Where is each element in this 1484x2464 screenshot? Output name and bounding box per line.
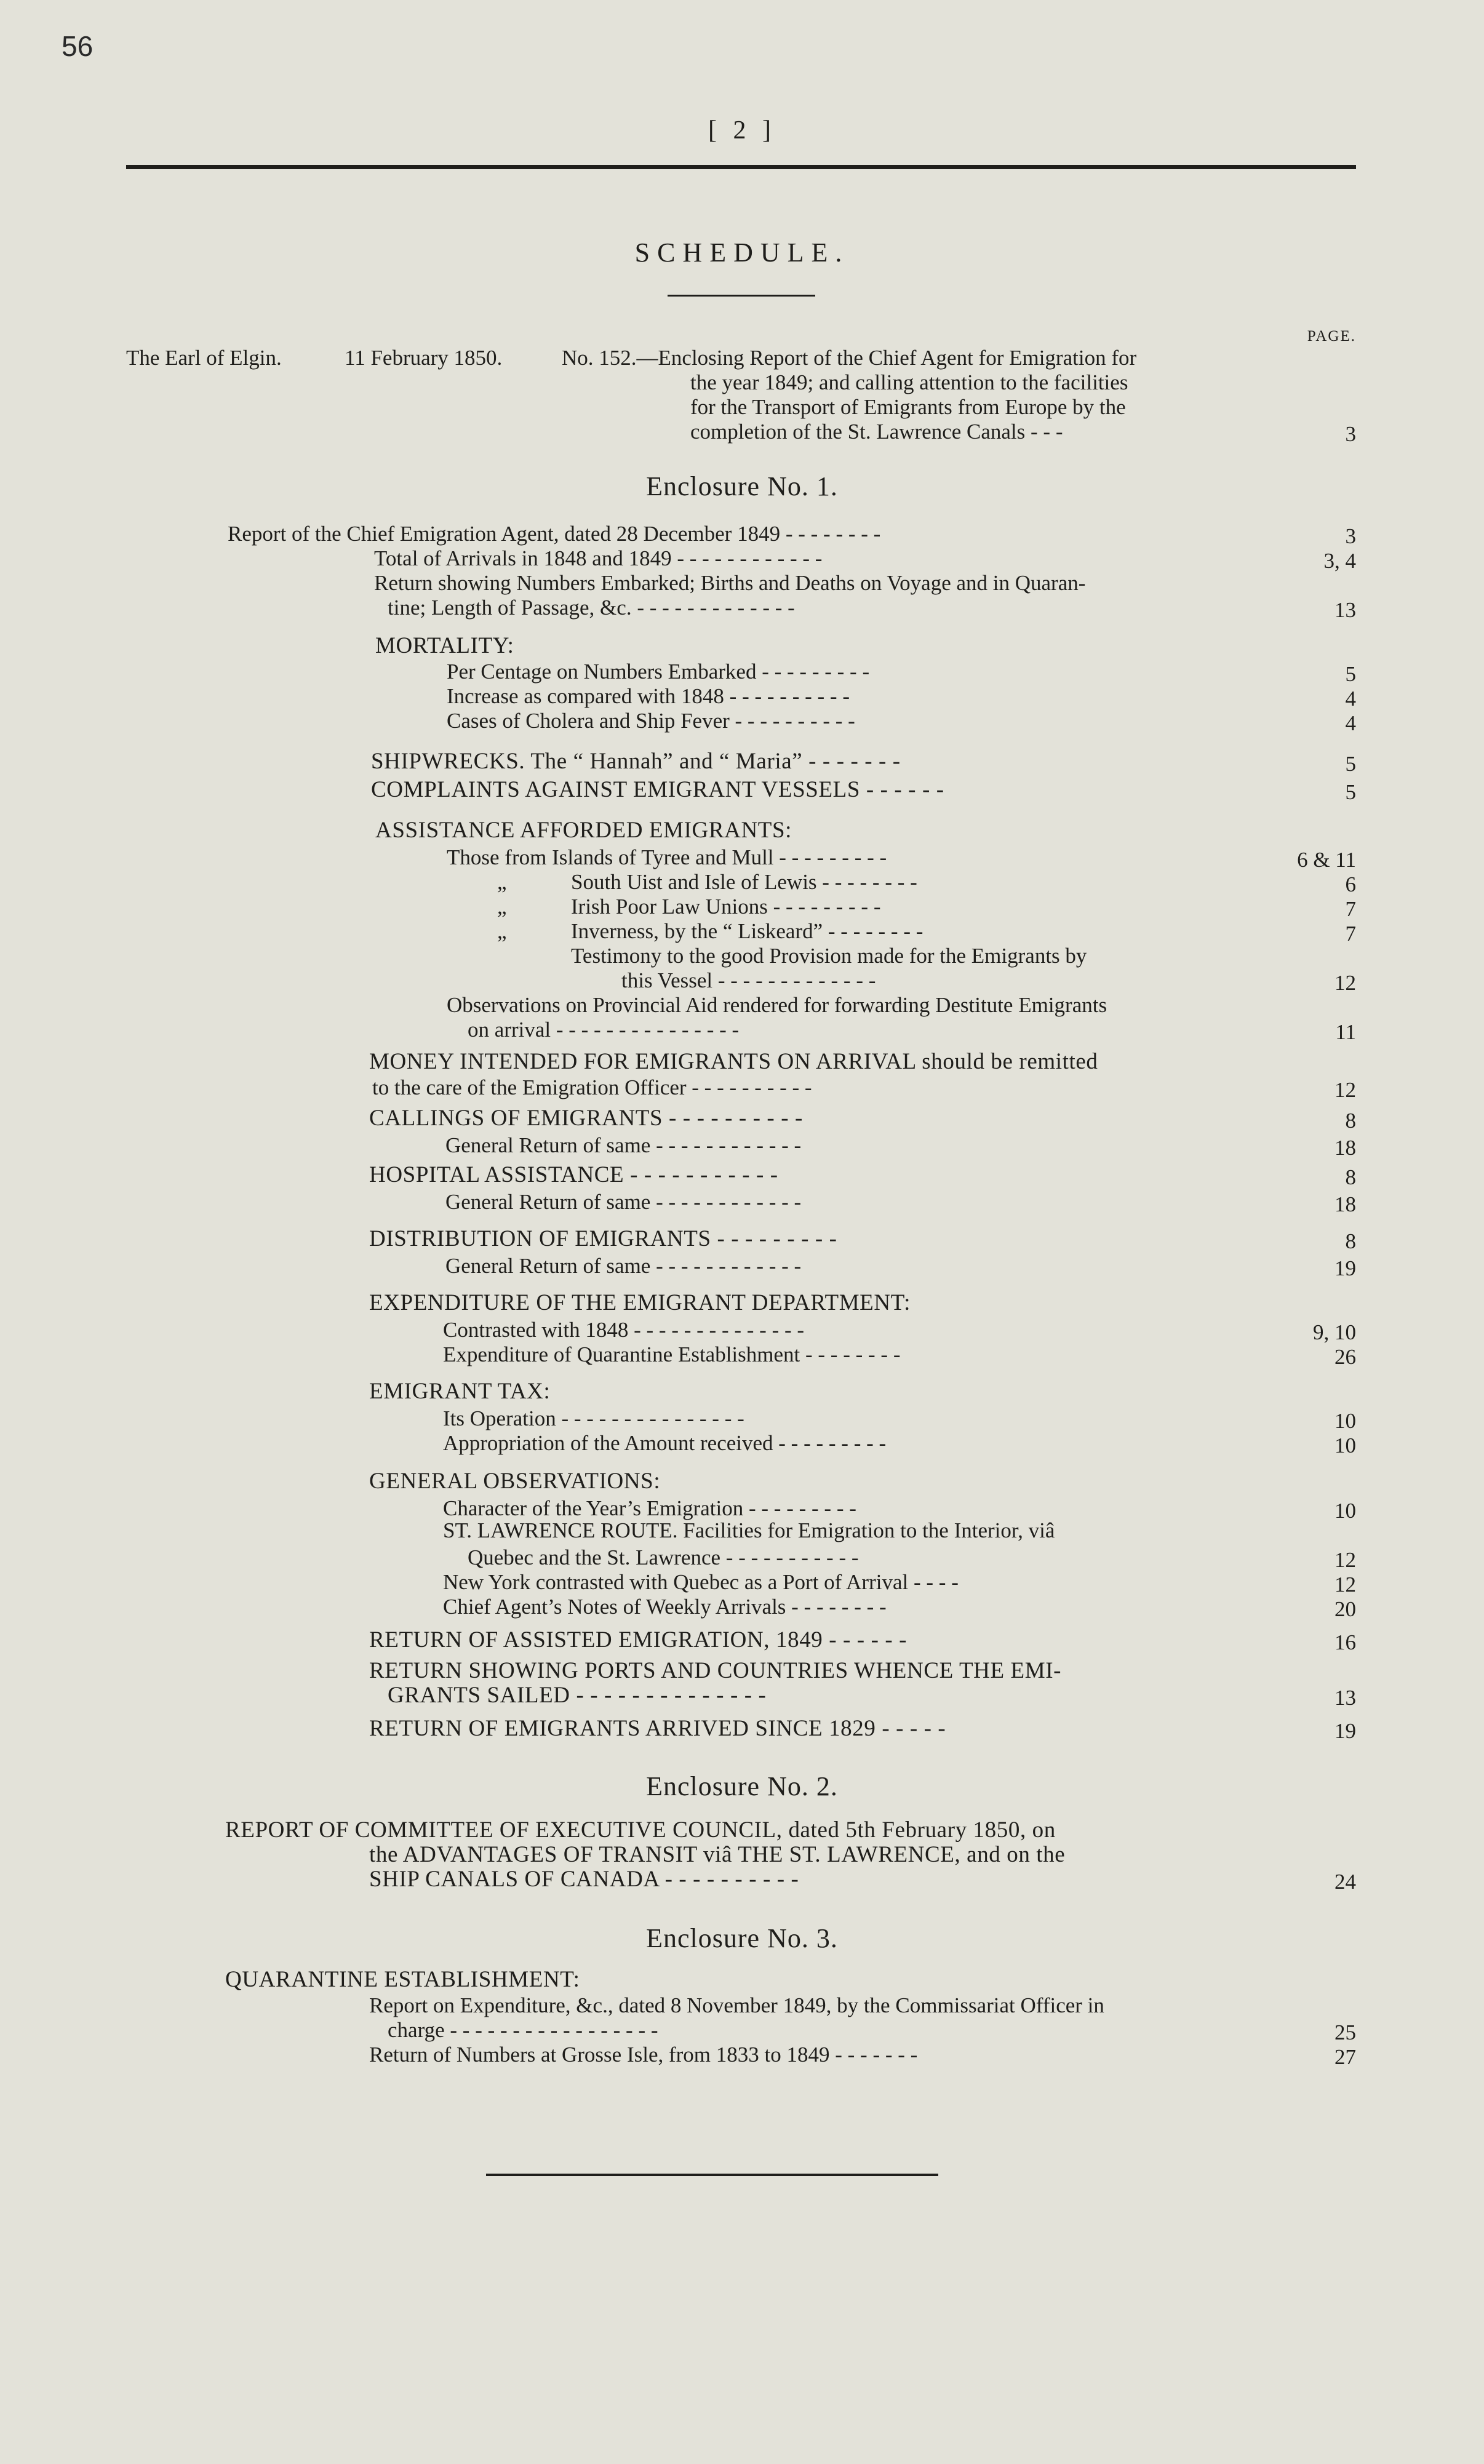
page-ref: 6 & 11 [1297,848,1356,872]
footer-rule [486,2174,938,2176]
schedule-entry: Inverness, by the “ Liskeard” - - - - - - - - [571,919,924,943]
page-ref: 9, 10 [1313,1320,1356,1344]
despatch-from: The Earl of Elgin. [126,346,282,370]
section-heading: REPORT OF COMMITTEE OF EXECUTIVE COUNCIL, dated 5th February 1850, on [225,1817,1056,1843]
section-heading: ASSISTANCE AFFORDED EMIGRANTS: [375,818,792,843]
schedule-entry: Contrasted with 1848 - - - - - - - - - - - - - - [443,1318,805,1342]
schedule-entry: tine; Length of Passage, &c. - - - - - - - - - - - - - [388,596,795,620]
schedule-entry: Report of the Chief Emigration Agent, dated 28 December 1849 - - - - - - - - [228,522,881,546]
schedule-entry: Quebec and the St. Lawrence - - - - - - - - - - - [468,1545,859,1569]
despatch-line: for the Transport of Emigrants from Europe by the [690,395,1126,419]
section-heading: QUARANTINE ESTABLISHMENT: [225,1967,580,1992]
page-ref: 19 [1334,1256,1356,1280]
schedule-entry: Testimony to the good Provision made for the Emigrants by [571,944,1087,968]
page-ref: 4 [1345,687,1356,711]
section-heading: RETURN SHOWING PORTS AND COUNTRIES WHENCE THE EMI- [369,1658,1062,1683]
section-heading: SHIPWRECKS. The “ Hannah” and “ Maria” - - - - - - - [371,749,901,774]
schedule-entry: to the care of the Emigration Officer - - - - - - - - - - [372,1075,812,1099]
schedule-entry: Total of Arrivals in 1848 and 1849 - - - - - - - - - - - - [374,546,823,570]
section-heading: EMIGRANT TAX: [369,1379,551,1404]
section-heading: HOSPITAL ASSISTANCE - - - - - - - - - - - [369,1162,778,1187]
section-heading: EXPENDITURE OF THE EMIGRANT DEPARTMENT: [369,1290,911,1315]
page-ref: 27 [1334,2045,1356,2069]
schedule-entry: Return of Numbers at Grosse Isle, from 1833 to 1849 - - - - - - - [369,2043,918,2067]
schedule-entry: General Return of same - - - - - - - - - - - - [445,1254,802,1278]
page-ref: 5 [1345,662,1356,686]
page-ref: 10 [1334,1433,1356,1457]
schedule-entry: ST. LAWRENCE ROUTE. Facilities for Emigration to the Interior, viâ [443,1518,1055,1542]
section-heading: GENERAL OBSERVATIONS: [369,1469,661,1494]
schedule-entry: South Uist and Isle of Lewis - - - - - - - - [571,870,917,894]
page-ref: 20 [1334,1597,1356,1621]
despatch-line: No. 152.—Enclosing Report of the Chief Agent for Emigration for [562,346,1137,370]
schedule-entry: Those from Islands of Tyree and Mull - - - - - - - - - [447,845,887,869]
section-heading: MONEY INTENDED FOR EMIGRANTS ON ARRIVAL should be remitted [369,1049,1098,1074]
page-ref: 13 [1334,1686,1356,1710]
page-ref: 5 [1345,752,1356,776]
schedule-title: SCHEDULE. [634,237,850,268]
schedule-entry: this Vessel - - - - - - - - - - - - - [621,968,876,992]
page-ref: 10 [1334,1409,1356,1433]
page-ref: 12 [1334,971,1356,995]
schedule-entry: Return showing Numbers Embarked; Births and Deaths on Voyage and in Quaran- [374,571,1086,595]
page-ref: 11 [1335,1020,1356,1044]
ditto-mark: „ [497,919,507,943]
page-ref: 8 [1345,1109,1356,1133]
despatch-line: completion of the St. Lawrence Canals - - - [690,420,1063,444]
page-ref: 18 [1334,1192,1356,1216]
enclosure-heading: Enclosure No. 3. [646,1923,838,1953]
schedule-entry: Increase as compared with 1848 - - - - - - - - - - [447,684,850,708]
schedule-entry: on arrival - - - - - - - - - - - - - - - [468,1018,740,1042]
page-ref: 6 [1345,872,1356,896]
page-ref: 8 [1345,1165,1356,1189]
schedule-entry: General Return of same - - - - - - - - - - - - [445,1133,802,1157]
title-rule [668,295,815,297]
page-ref: 3 [1345,422,1356,446]
page-ref: 13 [1334,598,1356,622]
schedule-entry: SHIP CANALS OF CANADA - - - - - - - - - - [369,1867,799,1892]
page-ref: 26 [1334,1345,1356,1369]
ditto-mark: „ [497,870,507,894]
page-ref: 7 [1345,922,1356,946]
page-ref: 24 [1334,1870,1356,1894]
page-ref: 3 [1345,524,1356,548]
schedule-entry: Its Operation - - - - - - - - - - - - - - - [443,1406,744,1430]
schedule-entry: General Return of same - - - - - - - - - - - - [445,1190,802,1214]
section-heading: RETURN OF ASSISTED EMIGRATION, 1849 - - - - - - [369,1627,908,1653]
page-ref: 5 [1345,780,1356,804]
page-ref: 12 [1334,1573,1356,1597]
schedule-entry: Per Centage on Numbers Embarked - - - - - - - - - [447,660,870,684]
page-ref: 18 [1334,1136,1356,1160]
page-ref: 7 [1345,897,1356,921]
schedule-entry: Observations on Provincial Aid rendered for forwarding Destitute Emigrants [447,993,1107,1017]
section-heading: CALLINGS OF EMIGRANTS - - - - - - - - - - [369,1106,803,1131]
enclosure-heading: Enclosure No. 1. [646,471,838,501]
page-ref: 25 [1334,2020,1356,2044]
page-ref: 10 [1334,1499,1356,1523]
section-heading: DISTRIBUTION OF EMIGRANTS - - - - - - - - - [369,1226,837,1251]
despatch-date: 11 February 1850. [345,346,503,370]
schedule-entry: Character of the Year’s Emigration - - - - - - - - - [443,1496,856,1520]
schedule-entry: Irish Poor Law Unions - - - - - - - - - [571,895,881,919]
page-column-header: PAGE. [1307,328,1356,345]
ditto-mark: „ [497,895,507,919]
section-heading: RETURN OF EMIGRANTS ARRIVED SINCE 1829 - - - - - [369,1716,946,1741]
page-ref: 4 [1345,711,1356,735]
section-heading: COMPLAINTS AGAINST EMIGRANT VESSELS - - - - - - [371,777,944,802]
schedule-entry: Cases of Cholera and Ship Fever - - - - - - - - - - [447,709,855,733]
page-ref: 12 [1334,1548,1356,1572]
page-ref: 16 [1334,1630,1356,1654]
enclosure-heading: Enclosure No. 2. [646,1771,838,1801]
schedule-entry: Appropriation of the Amount received - - - - - - - - - [443,1431,887,1455]
section-heading: GRANTS SAILED - - - - - - - - - - - - - - [388,1683,767,1708]
section-heading: MORTALITY: [375,633,514,658]
schedule-entry: Expenditure of Quarantine Establishment - - - - - - - - [443,1342,901,1366]
schedule-entry: New York contrasted with Quebec as a Port of Arrival - - - - [443,1570,959,1594]
schedule-entry: charge - - - - - - - - - - - - - - - - - [388,2018,658,2042]
page-ref: 12 [1334,1078,1356,1102]
schedule-entry: Chief Agent’s Notes of Weekly Arrivals - - - - - - - - [443,1595,887,1619]
page-ref: 8 [1345,1229,1356,1253]
schedule-entry: Report on Expenditure, &c., dated 8 November 1849, by the Commissariat Officer in [369,1993,1104,2017]
schedule-entry: the ADVANTAGES OF TRANSIT viâ THE ST. LAWRENCE, and on the [369,1842,1066,1867]
page-number: 56 [62,30,94,62]
header-rule [126,165,1356,169]
page-ref: 3, 4 [1323,549,1356,573]
despatch-line: the year 1849; and calling attention to the facilities [690,370,1128,394]
page-ref: 19 [1334,1719,1356,1743]
page-header: [ 2 ] [708,116,776,145]
